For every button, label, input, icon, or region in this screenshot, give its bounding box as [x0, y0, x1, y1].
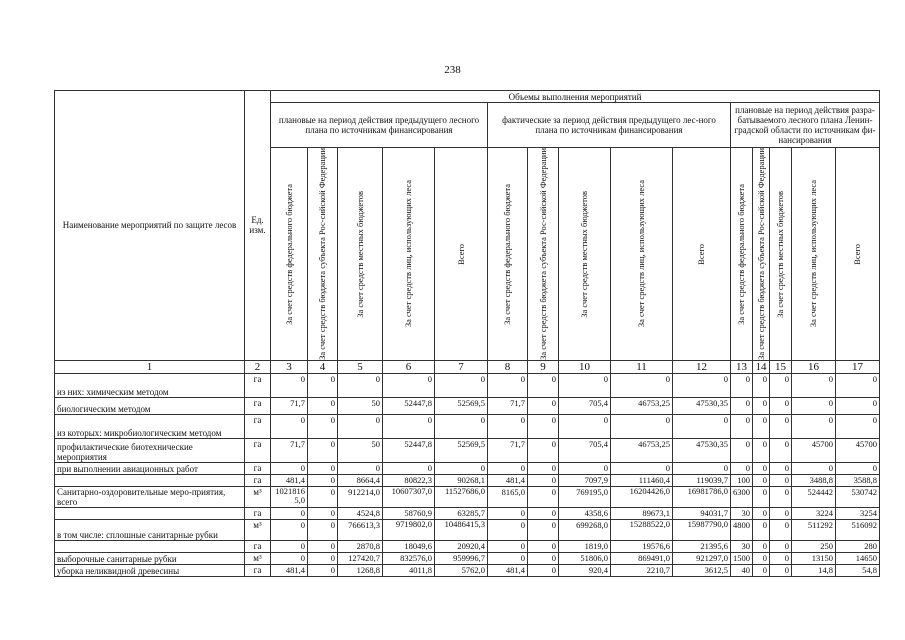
- row-value: 0: [383, 373, 435, 397]
- row-value: 0: [753, 507, 770, 519]
- row-value: 46753,25: [611, 397, 673, 414]
- row-unit: га: [245, 564, 271, 576]
- row-value: 14,8: [792, 564, 836, 576]
- row-value: 52569,5: [435, 397, 488, 414]
- row-value: 921297,0: [673, 552, 731, 564]
- row-value: 0: [559, 462, 611, 474]
- row-name: [55, 540, 245, 552]
- group-planned-previous: плановые на период действия предыдущего лесного плана по источникам финансирования: [271, 103, 488, 148]
- row-value: 959996,7: [435, 552, 488, 564]
- table-row: [55, 373, 880, 397]
- row-value: 7097,9: [559, 474, 611, 486]
- row-value: 50: [338, 438, 383, 462]
- row-name: в том числе: сплошные санитарные рубки: [55, 519, 245, 540]
- row-value: 0: [435, 414, 488, 438]
- row-value: 511292: [792, 519, 836, 540]
- row-value: 0: [435, 373, 488, 397]
- row-value: 0: [488, 507, 528, 519]
- row-value: 0: [308, 397, 338, 414]
- row-unit: га: [245, 540, 271, 552]
- row-value: 19576,6: [611, 540, 673, 552]
- row-value: 0: [611, 462, 673, 474]
- row-value: 0: [770, 540, 792, 552]
- row-value: 250: [792, 540, 836, 552]
- row-unit: га: [245, 373, 271, 397]
- row-value: 54,8: [836, 564, 880, 576]
- row-name: из которых: микробиологическим методом: [55, 414, 245, 438]
- row-value: 0: [731, 438, 753, 462]
- row-value: 119039,7: [673, 474, 731, 486]
- row-value: 516092: [836, 519, 880, 540]
- table-row: [55, 564, 880, 576]
- row-value: 0: [673, 462, 731, 474]
- row-value: 4358,6: [559, 507, 611, 519]
- column-number-7: 7: [435, 360, 488, 373]
- row-value: 280: [836, 540, 880, 552]
- row-value: 15288522,0: [611, 519, 673, 540]
- row-value: 869491,0: [611, 552, 673, 564]
- column-number-3: 3: [271, 360, 308, 373]
- group-actual-previous: фактические за период действия предыдущего лес-ного плана по источникам финансирования: [488, 103, 731, 148]
- row-value: 0: [611, 414, 673, 438]
- table-row: [55, 552, 880, 564]
- row-value: 0: [836, 373, 880, 397]
- row-value: 1268,8: [338, 564, 383, 576]
- column-number-13: 13: [731, 360, 753, 373]
- row-value: 0: [753, 564, 770, 576]
- row-value: 0: [308, 519, 338, 540]
- sub-header-2-3: За счет средств местных бюджетов: [559, 148, 611, 361]
- column-number-15: 15: [770, 360, 792, 373]
- row-unit: м³: [245, 486, 271, 507]
- row-value: 20920,4: [435, 540, 488, 552]
- row-value: 50: [338, 397, 383, 414]
- volumes-header: Объемы выполнения мероприятий: [271, 91, 880, 103]
- row-value: 18049,6: [383, 540, 435, 552]
- column-number-9: 9: [528, 360, 559, 373]
- row-value: 0: [528, 540, 559, 552]
- row-value: 127420,7: [338, 552, 383, 564]
- row-value: 0: [528, 462, 559, 474]
- row-value: 0: [836, 397, 880, 414]
- row-value: 71,7: [271, 438, 308, 462]
- row-value: 94031,7: [673, 507, 731, 519]
- row-value: 0: [338, 414, 383, 438]
- row-unit: га: [245, 397, 271, 414]
- row-value: 0: [271, 462, 308, 474]
- row-value: 46753,25: [611, 438, 673, 462]
- row-value: 21395,6: [673, 540, 731, 552]
- sub-header-3-2: За счет средств бюджета субъекта Рос-сийской Федерации: [753, 148, 770, 361]
- row-value: 524442: [792, 486, 836, 507]
- column-number-4: 4: [308, 360, 338, 373]
- row-value: 8664,4: [338, 474, 383, 486]
- row-name: [55, 474, 245, 486]
- row-value: 0: [792, 397, 836, 414]
- row-value: 766613,3: [338, 519, 383, 540]
- row-value: 100: [731, 474, 753, 486]
- column-number-11: 11: [611, 360, 673, 373]
- row-value: 30: [731, 540, 753, 552]
- sub-header-1-2: За счет средств бюджета субъекта Рос-сийской Федерации: [308, 148, 338, 361]
- row-value: 0: [753, 474, 770, 486]
- column-number-5: 5: [338, 360, 383, 373]
- row-value: 0: [488, 540, 528, 552]
- row-unit: га: [245, 474, 271, 486]
- page-number: 238: [444, 64, 461, 76]
- row-value: 0: [338, 462, 383, 474]
- row-value: 0: [753, 397, 770, 414]
- row-value: 0: [528, 486, 559, 507]
- column-number-8: 8: [488, 360, 528, 373]
- row-value: 0: [770, 414, 792, 438]
- group-planned-current: плановые на период действия разра-батываемого лесного плана Ленин-градской области по источникам фи-нансирования: [731, 103, 880, 148]
- sub-header-2-1: За счет средств федерального бюджета: [488, 148, 528, 361]
- row-value: 3588,8: [836, 474, 880, 486]
- row-value: 0: [753, 438, 770, 462]
- row-value: 0: [770, 438, 792, 462]
- sub-header-3-4: За счет средств лиц, использующих леса: [792, 148, 836, 361]
- row-value: 0: [271, 519, 308, 540]
- column-number-12: 12: [673, 360, 731, 373]
- row-value: 0: [488, 414, 528, 438]
- unit-column-header: Ед. изм.: [245, 91, 271, 361]
- row-value: 71,7: [488, 438, 528, 462]
- row-name: [55, 507, 245, 519]
- sub-header-3-5: Всего: [836, 148, 880, 361]
- row-value: 0: [488, 519, 528, 540]
- row-value: 0: [836, 462, 880, 474]
- row-value: 45700: [792, 438, 836, 462]
- row-value: 3224: [792, 507, 836, 519]
- row-value: 0: [488, 552, 528, 564]
- row-value: 10607307,0: [383, 486, 435, 507]
- row-value: 0: [308, 486, 338, 507]
- row-value: 0: [559, 373, 611, 397]
- row-unit: га: [245, 462, 271, 474]
- sub-header-1-1: За счет средств федерального бюджета: [271, 148, 308, 361]
- row-value: 0: [792, 414, 836, 438]
- row-value: 89673,1: [611, 507, 673, 519]
- row-value: 0: [528, 552, 559, 564]
- forest-protection-table: [54, 90, 880, 577]
- row-value: 80822,3: [383, 474, 435, 486]
- sub-header-2-2: За счет средств бюджета субъекта Рос-сийской Федерации: [528, 148, 559, 361]
- row-value: 3488,8: [792, 474, 836, 486]
- row-value: 14650: [836, 552, 880, 564]
- row-value: 0: [731, 414, 753, 438]
- row-name: биологическим методом: [55, 397, 245, 414]
- row-value: 0: [271, 540, 308, 552]
- row-value: 0: [271, 552, 308, 564]
- row-value: 51806,0: [559, 552, 611, 564]
- row-value: 0: [528, 507, 559, 519]
- row-value: 0: [338, 373, 383, 397]
- sub-header-2-4: За счет средств лиц, использующих леса: [611, 148, 673, 361]
- row-unit: га: [245, 507, 271, 519]
- row-value: 0: [308, 552, 338, 564]
- row-value: 0: [528, 519, 559, 540]
- row-name: Санитарно-оздоровительные меро-приятия, всего: [55, 486, 245, 507]
- row-value: 0: [308, 438, 338, 462]
- row-value: 530742: [836, 486, 880, 507]
- row-value: 0: [770, 507, 792, 519]
- row-value: 705,4: [559, 397, 611, 414]
- column-number-10: 10: [559, 360, 611, 373]
- row-value: 52569,5: [435, 438, 488, 462]
- row-value: 0: [559, 414, 611, 438]
- row-value: 4011,8: [383, 564, 435, 576]
- row-value: 30: [731, 507, 753, 519]
- column-number-16: 16: [792, 360, 836, 373]
- table-row: [55, 462, 880, 474]
- row-value: 0: [271, 414, 308, 438]
- row-value: 481,4: [271, 474, 308, 486]
- row-value: 4800: [731, 519, 753, 540]
- column-number-1: 1: [55, 360, 245, 373]
- row-value: 481,4: [488, 474, 528, 486]
- row-value: 0: [770, 373, 792, 397]
- row-value: 0: [731, 373, 753, 397]
- row-value: 0: [308, 507, 338, 519]
- row-value: 71,7: [271, 397, 308, 414]
- row-value: 2870,8: [338, 540, 383, 552]
- row-value: 52447,8: [383, 397, 435, 414]
- row-value: 0: [488, 462, 528, 474]
- row-value: 0: [435, 462, 488, 474]
- row-value: 10218165,0: [271, 486, 308, 507]
- row-value: 0: [770, 474, 792, 486]
- row-unit: га: [245, 438, 271, 462]
- row-value: 3612,5: [673, 564, 731, 576]
- table-row: [55, 540, 880, 552]
- row-value: 1500: [731, 552, 753, 564]
- column-number-17: 17: [836, 360, 880, 373]
- table-row: [55, 486, 880, 507]
- row-value: 0: [271, 507, 308, 519]
- row-value: 10486415,3: [435, 519, 488, 540]
- table-row: [55, 414, 880, 438]
- table-row: [55, 519, 880, 540]
- row-value: 0: [673, 414, 731, 438]
- row-value: 699268,0: [559, 519, 611, 540]
- row-value: 0: [528, 564, 559, 576]
- row-value: 8165,0: [488, 486, 528, 507]
- row-value: 0: [770, 486, 792, 507]
- row-value: 15987790,0: [673, 519, 731, 540]
- row-value: 0: [770, 564, 792, 576]
- row-value: 0: [753, 486, 770, 507]
- row-value: 920,4: [559, 564, 611, 576]
- row-value: 90268,1: [435, 474, 488, 486]
- sub-header-3-3: За счет средств местных бюджетов: [770, 148, 792, 361]
- row-value: 16204426,0: [611, 486, 673, 507]
- row-value: 0: [770, 519, 792, 540]
- row-value: 0: [770, 397, 792, 414]
- row-value: 3254: [836, 507, 880, 519]
- row-value: 11527686,0: [435, 486, 488, 507]
- row-value: 481,4: [271, 564, 308, 576]
- row-value: 2210,7: [611, 564, 673, 576]
- row-value: 0: [308, 474, 338, 486]
- row-unit: га: [245, 414, 271, 438]
- column-number-2: 2: [245, 360, 271, 373]
- row-value: 0: [611, 373, 673, 397]
- row-value: 16981786,0: [673, 486, 731, 507]
- row-value: 0: [528, 373, 559, 397]
- row-value: 1819,0: [559, 540, 611, 552]
- table-row: [55, 397, 880, 414]
- row-value: 63285,7: [435, 507, 488, 519]
- row-value: 40: [731, 564, 753, 576]
- row-value: 52447,8: [383, 438, 435, 462]
- row-value: 71,7: [488, 397, 528, 414]
- row-value: 0: [308, 564, 338, 576]
- row-value: 0: [731, 397, 753, 414]
- row-value: 705,4: [559, 438, 611, 462]
- row-value: 481,4: [488, 564, 528, 576]
- row-value: 111460,4: [611, 474, 673, 486]
- row-value: 0: [770, 462, 792, 474]
- row-name: профилактические биотехнические мероприятия: [55, 438, 245, 462]
- row-value: 0: [753, 540, 770, 552]
- row-value: 5762,0: [435, 564, 488, 576]
- row-value: 0: [528, 438, 559, 462]
- row-unit: м³: [245, 552, 271, 564]
- column-number-6: 6: [383, 360, 435, 373]
- row-value: 0: [528, 397, 559, 414]
- row-value: 0: [383, 462, 435, 474]
- row-value: 0: [488, 373, 528, 397]
- sub-header-1-4: За счет средств лиц, использующих леса: [383, 148, 435, 361]
- row-value: 0: [308, 462, 338, 474]
- row-value: 0: [753, 373, 770, 397]
- row-value: 0: [308, 540, 338, 552]
- row-value: 0: [753, 519, 770, 540]
- row-value: 47530,35: [673, 438, 731, 462]
- row-value: 0: [308, 373, 338, 397]
- row-name: из них: химическим методом: [55, 373, 245, 397]
- row-value: 45700: [836, 438, 880, 462]
- row-value: 13150: [792, 552, 836, 564]
- row-value: 0: [673, 373, 731, 397]
- row-value: 4524,8: [338, 507, 383, 519]
- row-value: 9719802,0: [383, 519, 435, 540]
- row-name: уборка неликвидной древесины: [55, 564, 245, 576]
- row-unit: м³: [245, 519, 271, 540]
- row-value: 0: [753, 462, 770, 474]
- name-column-header: Наименование мероприятий по защите лесов: [55, 91, 245, 361]
- column-number-14: 14: [753, 360, 770, 373]
- row-value: 0: [753, 414, 770, 438]
- row-value: 0: [383, 414, 435, 438]
- row-value: 769195,0: [559, 486, 611, 507]
- sub-header-1-5: Всего: [435, 148, 488, 361]
- row-name: при выполнении авиационных работ: [55, 462, 245, 474]
- row-value: 0: [753, 552, 770, 564]
- row-value: 0: [836, 414, 880, 438]
- row-value: 912214,0: [338, 486, 383, 507]
- row-value: 0: [770, 552, 792, 564]
- row-value: 58760,9: [383, 507, 435, 519]
- row-value: 47530,35: [673, 397, 731, 414]
- row-value: 6300: [731, 486, 753, 507]
- row-value: 0: [308, 414, 338, 438]
- row-name: выборочные санитарные рубки: [55, 552, 245, 564]
- row-value: 0: [731, 462, 753, 474]
- row-value: 0: [792, 373, 836, 397]
- row-value: 832576,0: [383, 552, 435, 564]
- table-row: [55, 474, 880, 486]
- sub-header-3-1: За счет средств федерального бюджета: [731, 148, 753, 361]
- row-value: 0: [792, 462, 836, 474]
- row-value: 0: [528, 414, 559, 438]
- table-row: [55, 438, 880, 462]
- row-value: 0: [271, 373, 308, 397]
- row-value: 0: [528, 474, 559, 486]
- sub-header-1-3: За счет средств местных бюджетов: [338, 148, 383, 361]
- sub-header-2-5: Всего: [673, 148, 731, 361]
- table-row: [55, 507, 880, 519]
